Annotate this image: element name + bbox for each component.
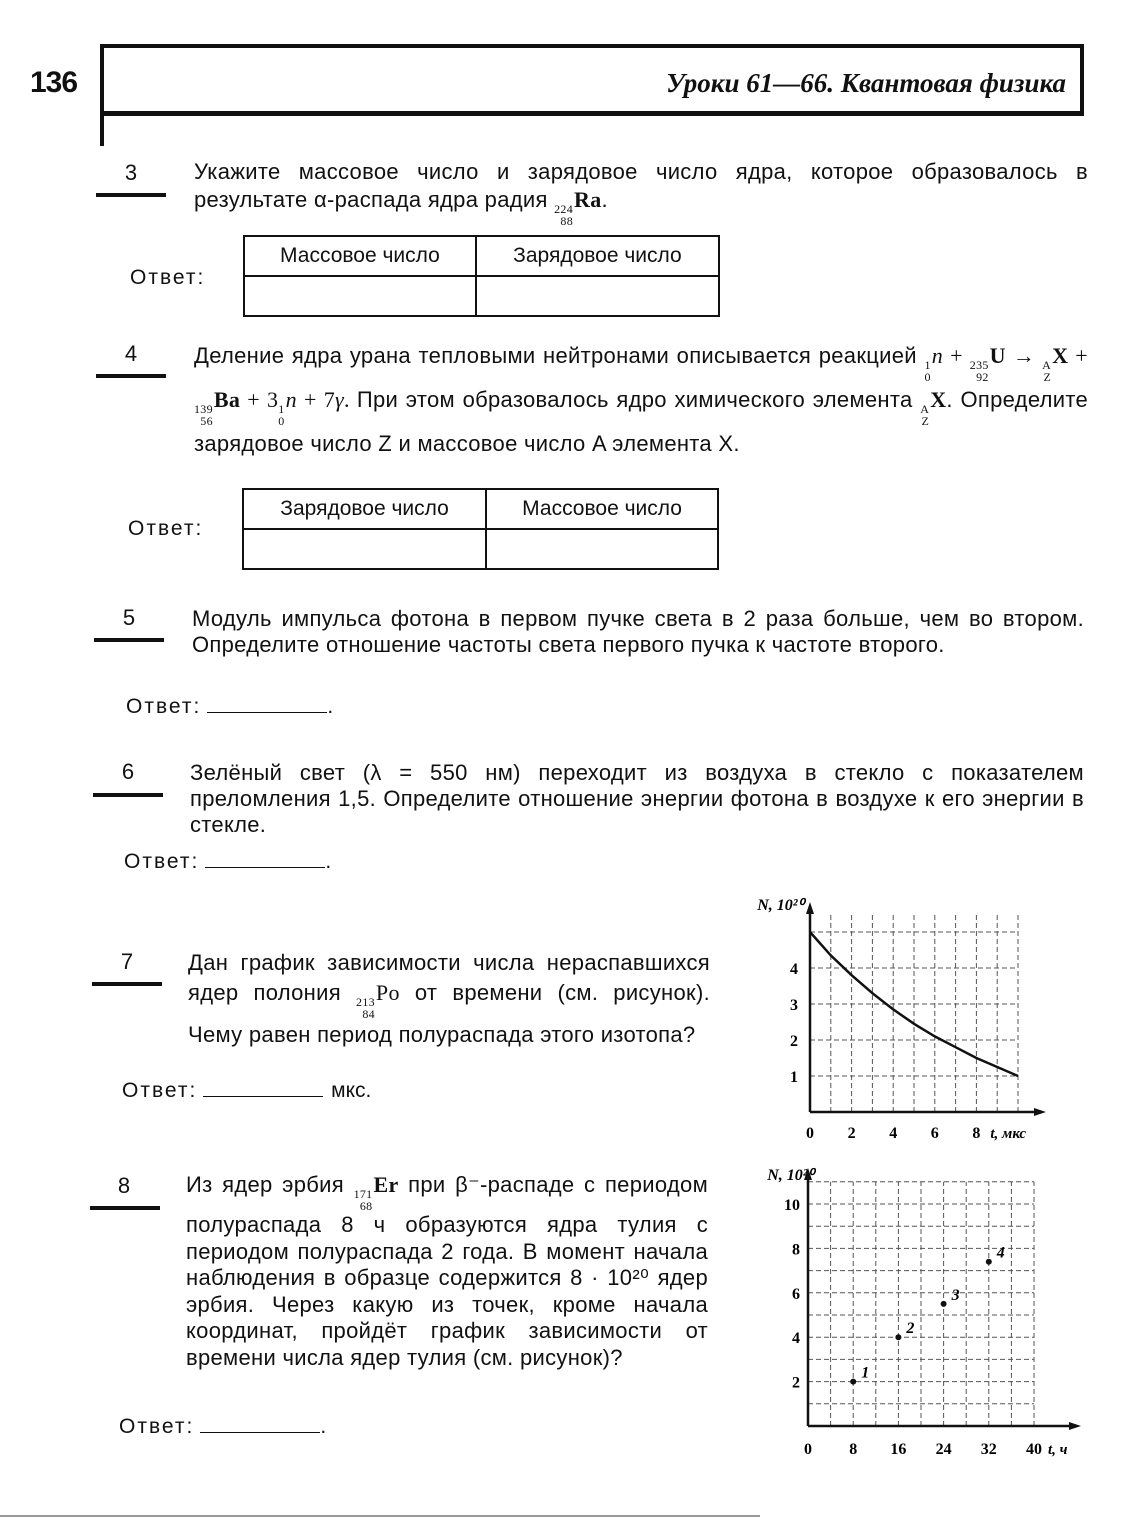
task-8-answer-blank[interactable] bbox=[200, 1414, 320, 1433]
table-header: Массовое число bbox=[244, 236, 476, 276]
thulium-chart bbox=[728, 1158, 1088, 1463]
y-tick-label: 1 bbox=[790, 1069, 798, 1086]
task-number-7: 7 bbox=[120, 949, 134, 974]
task-7-intro: Дан график зависимости числа нераспавшихся ядер полония bbox=[188, 950, 710, 1005]
y-tick-label: 10 bbox=[784, 1197, 800, 1214]
x-tick-label: 16 bbox=[890, 1441, 907, 1458]
task-number-3: 3 bbox=[124, 160, 138, 185]
x-tick-label: 24 bbox=[935, 1441, 952, 1458]
x-tick-label: 8 bbox=[849, 1441, 858, 1458]
table-header: Зарядовое число bbox=[476, 236, 719, 276]
task-marker-4 bbox=[96, 374, 166, 378]
task-8-nuclide-numbers: 171 68 bbox=[353, 1187, 373, 1213]
x-tick-label: 0 bbox=[806, 1125, 814, 1142]
task-number-8: 8 bbox=[117, 1173, 131, 1198]
y-tick-label: 2 bbox=[792, 1374, 800, 1392]
task-7-nuclide-symbol: Po bbox=[375, 980, 400, 1005]
task-3-nuclide-symbol: Ra bbox=[574, 187, 602, 212]
task-4-intro: Деление ядра урана тепловыми нейтронами описывается реакцией bbox=[194, 343, 917, 368]
data-point bbox=[895, 1334, 901, 1340]
task-7-answer: Ответ: мкс. bbox=[122, 1079, 372, 1102]
task-4-answer-table bbox=[242, 488, 719, 570]
task-4-mass-answer-cell[interactable] bbox=[486, 529, 718, 569]
task-7-unit: мкс. bbox=[331, 1079, 372, 1102]
y-tick-label: 3 bbox=[790, 997, 798, 1014]
task-4-text: Деление ядра урана тепловыми нейтронами описывается реакцией 1 0 n + 235 92 U → A Z X + 139 56 Ba + 3 1 0 n + 7γ. При этом образовалось ядро химического элемента A Z X. Определите зарядовое число Z и массовое число A элемента X. bbox=[194, 343, 1089, 456]
task-7-question: от времени (см. рисунок). Чему равен период полураспада этого изотопа? bbox=[188, 980, 710, 1047]
x-axis-label: t, мкс bbox=[990, 1126, 1027, 1142]
decay-chart bbox=[728, 890, 1058, 1145]
data-point-label: 4 bbox=[996, 1244, 1005, 1262]
data-point bbox=[941, 1301, 947, 1307]
y-tick-label: 6 bbox=[792, 1285, 800, 1303]
y-axis-label: N, 10²⁰ bbox=[767, 1167, 814, 1184]
task-marker-5 bbox=[94, 638, 164, 642]
task-3-charge-answer-cell[interactable] bbox=[476, 276, 719, 316]
task-8-nuclide-symbol: Er bbox=[373, 1172, 399, 1197]
task-4-element-x: A Z bbox=[920, 402, 930, 428]
x-tick-label: 2 bbox=[847, 1125, 856, 1142]
y-tick-label: 8 bbox=[792, 1241, 800, 1259]
task-marker-7 bbox=[92, 982, 162, 986]
task-3-mass-answer-cell[interactable] bbox=[244, 276, 476, 316]
x-tick-label: 8 bbox=[972, 1125, 981, 1142]
task-7-answer-blank[interactable] bbox=[203, 1078, 323, 1097]
y-tick-label: 2 bbox=[790, 1033, 798, 1050]
data-point-label: 2 bbox=[906, 1320, 915, 1338]
task-8-text bbox=[186, 1172, 708, 1371]
task-8-question: при β⁻-распаде с периодом полураспада 8 ч образуются ядра тулия с периодом полураспада 2 года. В момент начала наблюдения в образце содержится 8 · 10²⁰ ядер эрбия. Через какую из точек, кроме начала координат, пройдёт график зависимости от времени числа ядер тулия (см. рисунок)? bbox=[186, 1172, 708, 1370]
page-number: 136 bbox=[30, 66, 78, 99]
y-axis-arrow bbox=[806, 902, 814, 914]
task-6-answer: Ответ: . bbox=[124, 850, 334, 873]
task-4-reaction: 1 0 n + 235 92 U → A Z X + 139 56 Ba + 3 1 0 n + 7γ. bbox=[194, 343, 1088, 428]
task-5-answer: Ответ: . bbox=[126, 695, 336, 718]
task-5-answer-blank[interactable] bbox=[207, 694, 327, 713]
data-point bbox=[986, 1259, 992, 1265]
task-3-question: Укажите массовое число и зарядовое число ядра, которое образовалось в результате α-распада ядра радия bbox=[194, 159, 1088, 212]
task-5-text: Модуль импульса фотона в первом пучке света в 2 раза больше, чем во втором. Определите отношение частоты света первого пучка к частоте второго. bbox=[192, 606, 1084, 657]
task-number-4: 4 bbox=[124, 341, 138, 366]
task-marker-3 bbox=[96, 193, 166, 197]
x-axis-label: t, ч bbox=[1048, 1442, 1068, 1458]
x-tick-label: 0 bbox=[804, 1441, 812, 1458]
header-box bbox=[100, 44, 1084, 116]
task-6-answer-blank[interactable] bbox=[205, 849, 325, 868]
y-axis-label: N, 10²⁰ bbox=[757, 897, 804, 914]
y-tick-label: 4 bbox=[790, 961, 798, 978]
table-header: Массовое число bbox=[486, 489, 718, 529]
task-marker-6 bbox=[93, 793, 163, 797]
page-bottom-rule bbox=[0, 1515, 760, 1517]
task-4-question: Определите зарядовое число Z и массовое число A элемента X. bbox=[194, 387, 1089, 456]
task-4-charge-answer-cell[interactable] bbox=[243, 529, 486, 569]
task-marker-8 bbox=[90, 1206, 160, 1210]
task-number-6: 6 bbox=[121, 759, 135, 784]
x-tick-label: 6 bbox=[930, 1125, 939, 1142]
task-4-element-text: При этом образовалось ядро химического элемента bbox=[356, 387, 913, 412]
task-3-answer-table bbox=[243, 235, 720, 317]
data-point-label: 1 bbox=[861, 1364, 870, 1382]
table-header: Зарядовое число bbox=[243, 489, 486, 529]
task-3-answer-label: Ответ: bbox=[130, 266, 206, 289]
task-7-text bbox=[188, 948, 710, 1050]
x-tick-label: 40 bbox=[1026, 1441, 1042, 1458]
x-axis-arrow bbox=[1034, 1108, 1046, 1116]
x-axis-arrow bbox=[1069, 1422, 1081, 1430]
task-8-answer: Ответ: . bbox=[119, 1415, 329, 1438]
x-tick-label: 4 bbox=[889, 1125, 898, 1142]
task-6-text: Зелёный свет (λ = 550 нм) переходит из воздуха в стекло с показателем преломления 1,5. Определите отношение энергии фотона в воздухе к его энергии в стекле. bbox=[190, 760, 1084, 837]
y-tick-label: 4 bbox=[792, 1330, 800, 1348]
header-divider bbox=[100, 116, 104, 146]
data-point bbox=[850, 1379, 856, 1385]
task-number-5: 5 bbox=[122, 605, 136, 630]
data-point-label: 3 bbox=[951, 1286, 960, 1304]
task-8-intro: Из ядер эрбия bbox=[186, 1172, 344, 1197]
page-title: Уроки 61—66. Квантовая физика bbox=[666, 68, 1066, 98]
task-4-answer-label: Ответ: bbox=[128, 517, 204, 540]
task-3-nuclide-numbers: 224 88 bbox=[554, 202, 574, 228]
x-tick-label: 32 bbox=[980, 1441, 997, 1458]
task-7-nuclide-numbers: 213 84 bbox=[356, 995, 375, 1021]
task-3-text: Укажите массовое число и зарядовое число ядра, которое образовалось в результате α-распада ядра радия 224 88 Ra. bbox=[194, 159, 1088, 228]
